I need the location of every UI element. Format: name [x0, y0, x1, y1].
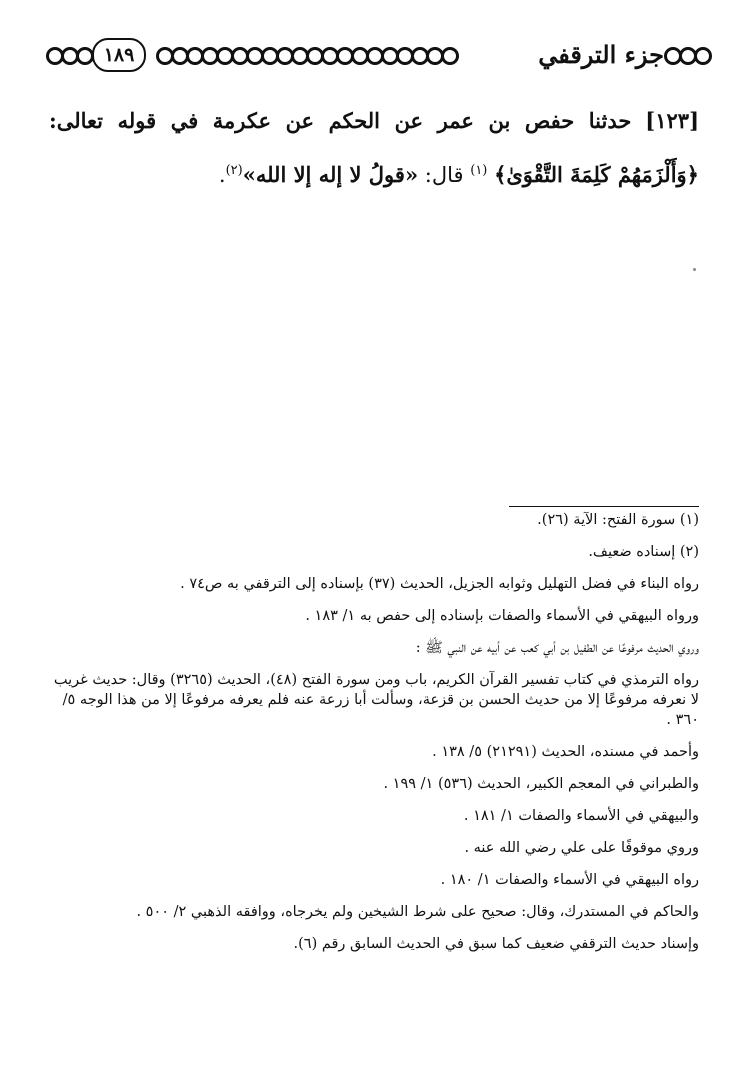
hadith-paragraph	[49, 96, 699, 200]
footnote-item: وروي موقوفًا على علي رضي الله عنه .	[464, 840, 699, 856]
footnote-item: والبيهقي في الأسماء والصفات ١/ ١٨١ .	[463, 808, 699, 824]
running-title: جزء الترقفي	[538, 40, 664, 69]
footnote-item: والطبراني في المعجم الكبير، الحديث (٥٣٦) ١/ ١٩٩ .	[383, 776, 699, 792]
footnote-item: وإسناد حديث الترقفي ضعيف كما سبق في الحديث السابق رقم (٦).	[293, 936, 699, 952]
end-mark: .	[218, 163, 226, 187]
footnote-item: وأحمد في مسنده، الحديث (٢١٢٩١) ٥/ ١٣٨ .	[432, 744, 699, 760]
footnote-item: رواه البيهقي في الأسماء والصفات ١/ ١٨٠ .	[440, 872, 699, 888]
footnotes	[51, 510, 699, 966]
page-number: ١٨٩	[92, 38, 146, 72]
footnote-item: وروي الحديث مرفوعًا عن الطفيل بن أبي كعب عن أبيه عن النبي ﷺ :	[415, 640, 699, 656]
ornament-band-icon	[156, 44, 456, 68]
said-text: «قولُ لا إله إلا الله»	[242, 162, 419, 187]
footnote-item: (١) سورة الفتح: الآية (٢٦).	[537, 512, 699, 528]
footnote-divider	[509, 506, 699, 507]
speck	[693, 268, 696, 271]
hadith-text: حدثنا حفص بن عمر عن الحكم عن عكرمة في قوله تعالى: ﴿وَأَلْزَمَهُمْ كَلِمَةَ التَّقْوَىٰ﴾	[49, 108, 699, 187]
said-label: قال:	[424, 163, 464, 187]
note-ref-1: (١)	[470, 163, 488, 178]
page-header	[44, 36, 714, 82]
ornament-right-icon	[664, 44, 709, 68]
footnote-item: رواه البناء في فضل التهليل وثوابه الجزيل، الحديث (٣٧) بإسناده إلى الترقفي به ص٧٤ .	[180, 576, 699, 592]
footnote-item: رواه الترمذي في كتاب تفسير القرآن الكريم، باب ومن سورة الفتح (٤٨)، الحديث (٣٢٦٥) وقال: حديث غريب لا نعرفه مرفوعًا إلا من حديث الحسن بن قزعة، وسألت أبا زرعة عنه فلم يعرفه مرفوعًا إلا من هذا الوجه ٥/ ٣٦٠ .	[53, 672, 699, 728]
hadith-number: [١٢٣]	[645, 108, 699, 133]
note-ref-2: (٢)	[225, 163, 243, 178]
footnote-item: (٢) إسناده ضعيف.	[588, 544, 699, 560]
footnote-item: والحاكم في المستدرك، وقال: صحيح على شرط الشيخين ولم يخرجاه، ووافقه الذهبي ٢/ ٥٠٠ .	[136, 904, 699, 920]
footnote-item: ورواه البيهقي في الأسماء والصفات بإسناده إلى حفص به ١/ ١٨٣ .	[305, 608, 699, 624]
